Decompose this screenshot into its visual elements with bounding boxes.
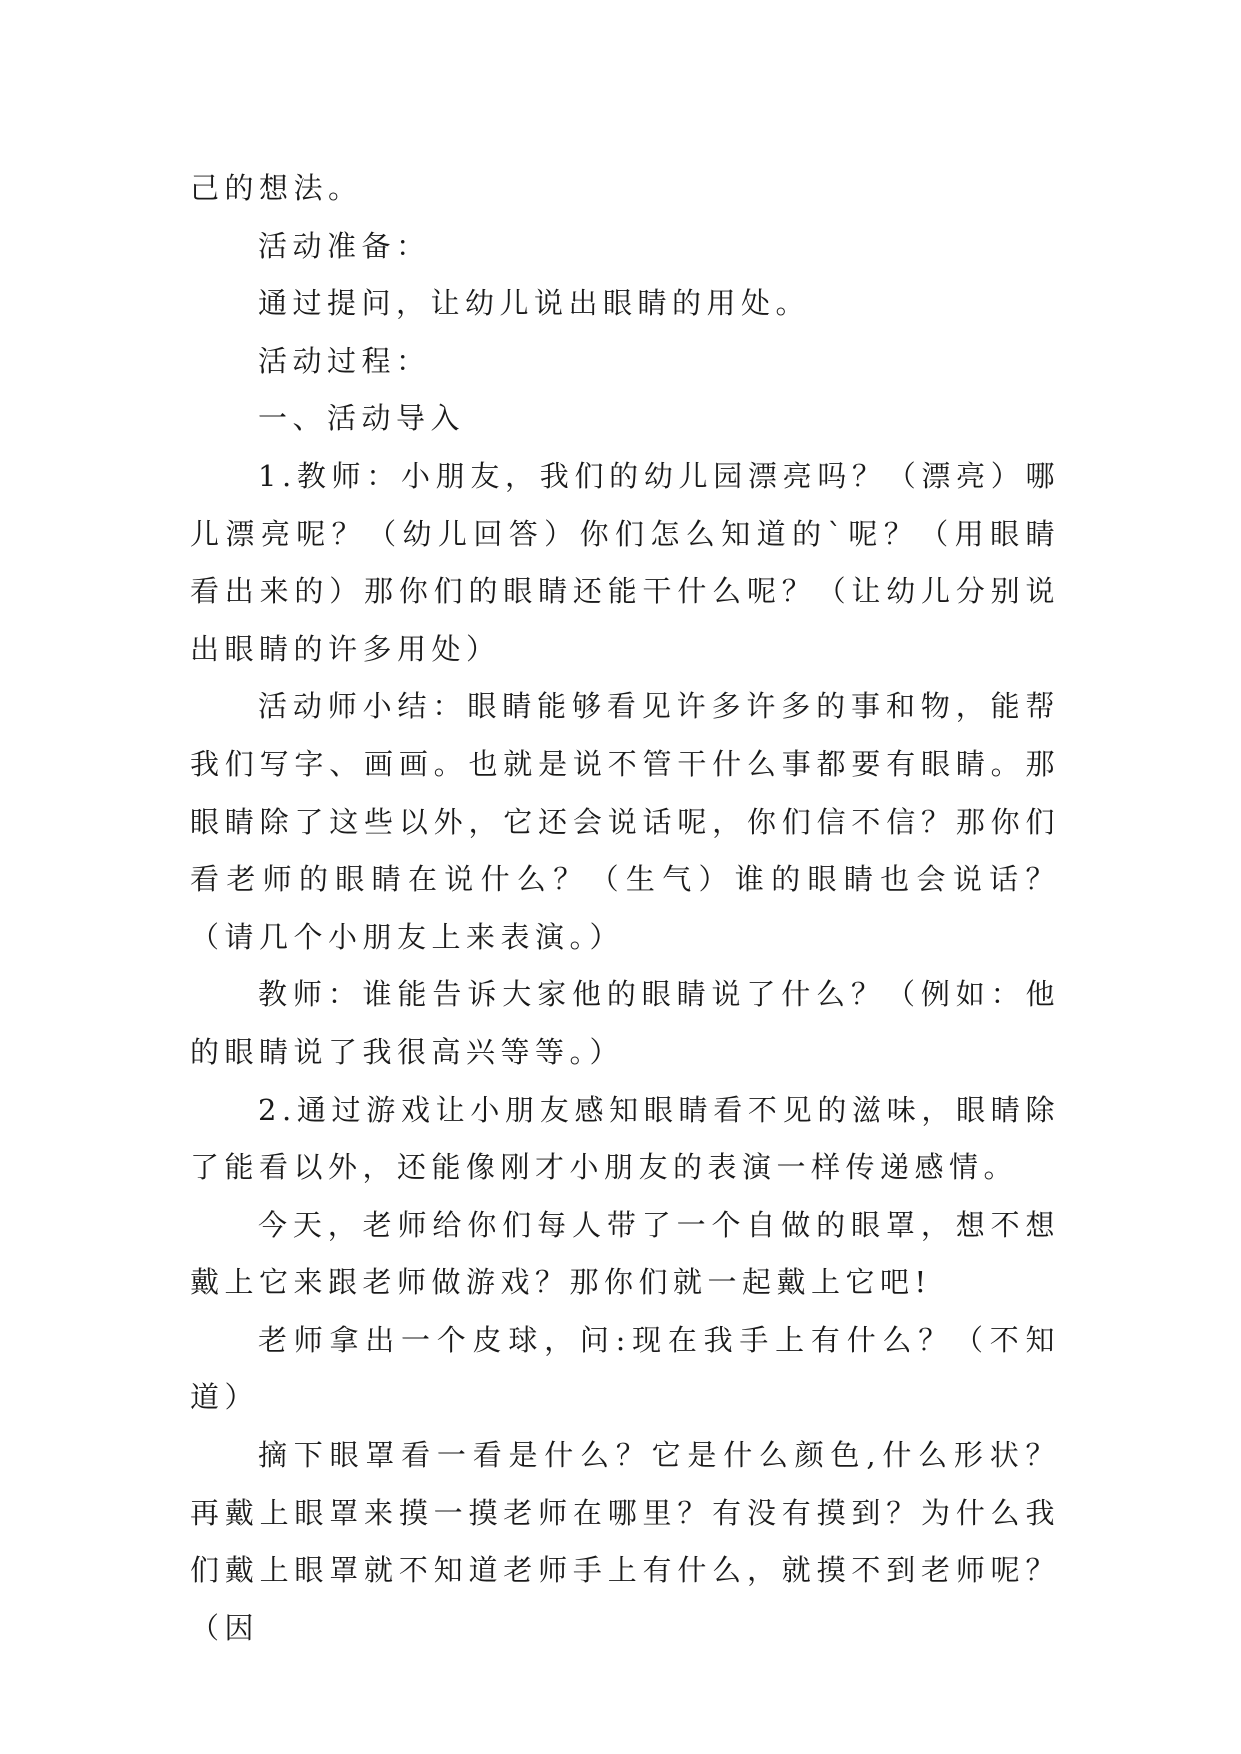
heading-activity-process: 活动过程： [258, 343, 431, 378]
paragraph-continuation: 己的想法。 [190, 171, 363, 205]
paragraph-step-1: 1.教师：小朋友，我们的幼儿园漂亮吗？（漂亮）哪儿漂亮呢？（幼儿回答）你们怎么知道的`呢？（用眼睛看出来的）那你们的眼睛还能干什么呢？（让幼儿分别说出眼睛的许多用处） [190, 458, 1060, 666]
paragraph-ball-question: 老师拿出一个皮球，问:现在我手上有什么？（不知道） [190, 1322, 1060, 1415]
paragraph-step-2: 2.通过游戏让小朋友感知眼睛看不见的滋味，眼睛除了能看以外，还能像刚才小朋友的表演一样传递感情。 [190, 1092, 1060, 1185]
paragraph-blindfold-intro: 今天，老师给你们每人带了一个自做的眼罩，想不想戴上它来跟老师做游戏？那你们就一起戴上它吧! [190, 1207, 1060, 1300]
document-page [190, 160, 1060, 1657]
paragraph-teacher-question: 教师：谁能告诉大家他的眼睛说了什么？（例如：他的眼睛说了我很高兴等等。） [190, 977, 1060, 1069]
heading-activity-introduction: 一、活动导入 [258, 401, 466, 436]
heading-activity-preparation: 活动准备： [258, 228, 431, 263]
paragraph-preparation-detail: 通过提问，让幼儿说出眼睛的用处。 [258, 286, 811, 321]
paragraph-teacher-summary: 活动师小结：眼睛能够看见许多许多的事和物，能帮我们写字、画画。也就是说不管干什么事都要有眼睛。那眼睛除了这些以外，它还会说话呢，你们信不信？那你们看老师的眼睛在说什么？（生气）谁的眼睛也会说话？（请几个小朋友上来表演。） [190, 689, 1060, 954]
paragraph-remove-blindfold: 摘下眼罩看一看是什么？它是什么颜色,什么形状？再戴上眼罩来摸一摸老师在哪里？有没有摸到？为什么我们戴上眼罩就不知道老师手上有什么，就摸不到老师呢？（因 [190, 1438, 1060, 1645]
